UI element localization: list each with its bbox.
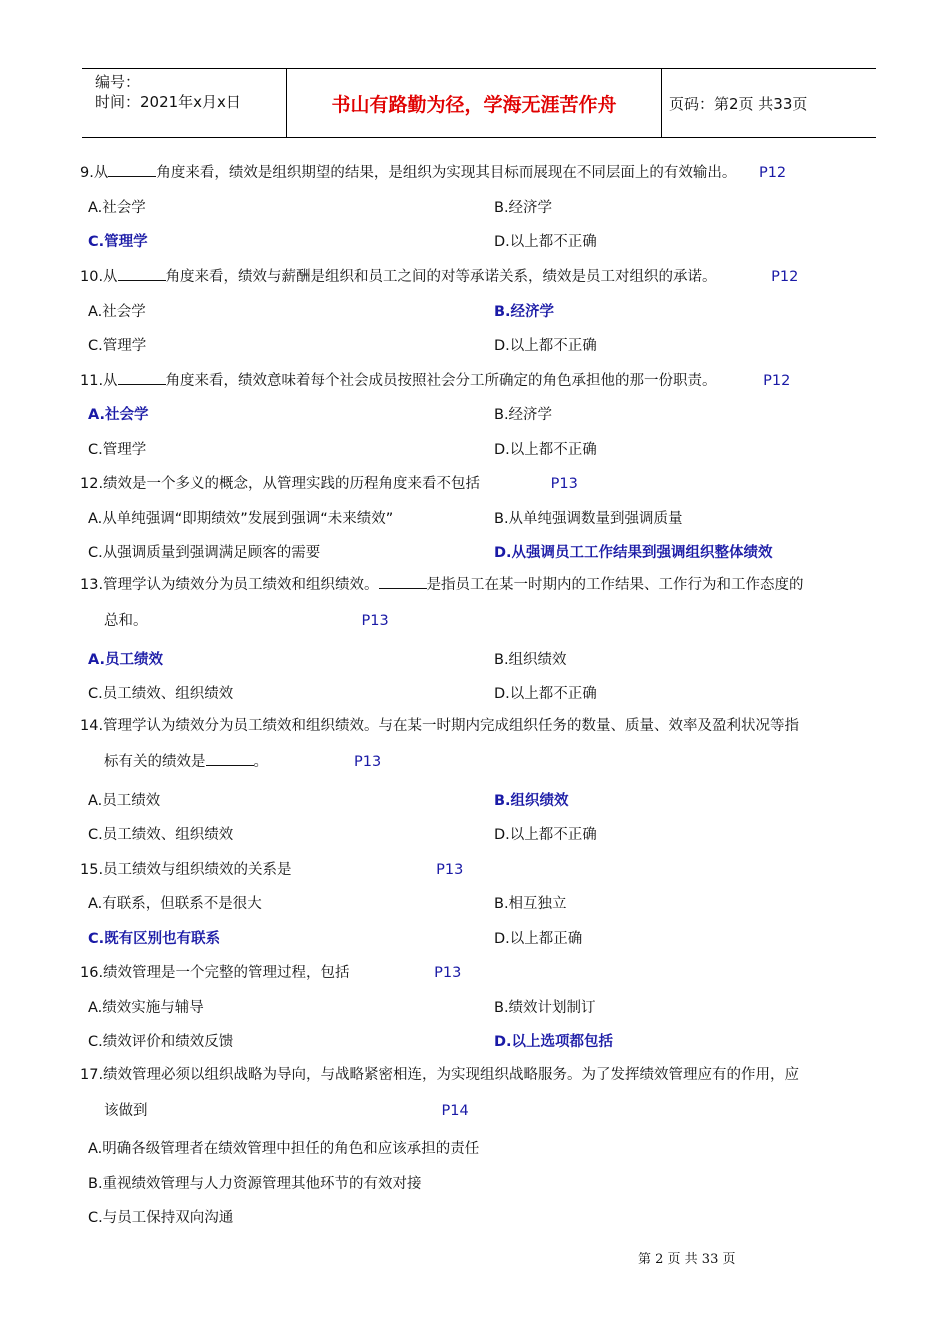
option-c: C.绩效评价和绩效反馈 xyxy=(88,1034,234,1050)
option-d: D.以上都不正确 xyxy=(494,686,597,702)
option-c-answer: C.管理学 xyxy=(88,234,148,250)
time-label: 时间：2021年x月x日 xyxy=(95,93,241,111)
option-d: D.以上都不正确 xyxy=(494,827,597,843)
option-a-answer: A.社会学 xyxy=(88,407,149,423)
question-stem: 9.从 xyxy=(80,165,109,181)
question-stem: 角度来看，绩效与薪酬是组织和员工之间的对等承诺关系，绩效是员工对组织的承诺。 xyxy=(165,269,717,285)
option-c: C.从强调质量到强调满足顾客的需要 xyxy=(88,545,321,561)
answer-blank xyxy=(118,372,166,385)
page-ref: P13 xyxy=(434,965,462,981)
option-d: D.以上都正确 xyxy=(494,931,583,947)
page-label: 页码：第2页 共33页 xyxy=(669,94,808,113)
question-stem: 该做到 xyxy=(104,1103,148,1119)
answer-blank xyxy=(379,576,427,589)
option-b: B.绩效计划制订 xyxy=(494,1000,596,1016)
option-c: C.与员工保持双向沟通 xyxy=(88,1210,234,1226)
motto: 书山有路勤为径，学海无涯苦作舟 xyxy=(286,69,662,137)
option-d-answer: D.从强调员工工作结果到强调组织整体绩效 xyxy=(494,545,773,561)
option-c: C.员工绩效、组织绩效 xyxy=(88,827,234,843)
question-stem: 标有关的绩效是 xyxy=(104,754,206,770)
option-d: D.以上都不正确 xyxy=(494,234,597,250)
question-11 xyxy=(80,369,790,390)
question-stem: 17.绩效管理必须以组织战略为导向，与战略紧密相连，为实现组织战略服务。为了发挥绩效管理应有的作用，应 xyxy=(80,1067,800,1083)
question-15 xyxy=(80,858,463,879)
question-stem: 12.绩效是一个多义的概念，从管理实践的历程角度来看不包括 xyxy=(80,476,481,492)
option-b-answer: B.经济学 xyxy=(494,304,555,320)
option-b: B.重视绩效管理与人力资源管理其他环节的有效对接 xyxy=(88,1176,422,1192)
option-c: C.管理学 xyxy=(88,442,147,458)
option-a: A.绩效实施与辅导 xyxy=(88,1000,204,1016)
option-b: B.相互独立 xyxy=(494,896,567,912)
question-stem: 是指员工在某一时期内的工作结果、工作行为和工作态度的 xyxy=(426,577,804,593)
option-d-answer: D.以上选项都包括 xyxy=(494,1034,614,1050)
question-stem: 16.绩效管理是一个完整的管理过程，包括 xyxy=(80,965,350,981)
question-10 xyxy=(80,265,798,286)
option-c: C.员工绩效、组织绩效 xyxy=(88,686,234,702)
option-c: C.管理学 xyxy=(88,338,147,354)
header-table xyxy=(82,68,876,138)
question-stem: 总和。 xyxy=(104,613,148,629)
option-d: D.以上都不正确 xyxy=(494,338,597,354)
option-a: A.有联系，但联系不是很大 xyxy=(88,896,262,912)
answer-blank xyxy=(206,753,254,766)
question-16 xyxy=(80,961,461,982)
question-stem: 。 xyxy=(253,754,268,770)
page-ref: P14 xyxy=(441,1103,469,1119)
option-a: A.社会学 xyxy=(88,304,146,320)
page-ref: P12 xyxy=(758,165,787,181)
question-stem: 15.员工绩效与组织绩效的关系是 xyxy=(80,862,292,878)
question-stem: 角度来看，绩效是组织期望的结果，是组织为实现其目标而展现在不同层面上的有效输出。 xyxy=(156,165,737,181)
question-17 xyxy=(80,1057,880,1129)
page-ref: P12 xyxy=(771,269,799,285)
question-stem: 11.从 xyxy=(80,373,118,389)
header-left-cell xyxy=(82,69,286,137)
option-b-answer: B.组织绩效 xyxy=(494,793,569,809)
page-ref: P13 xyxy=(550,476,578,492)
option-a: A.社会学 xyxy=(88,200,146,216)
option-a: A.从单纯强调“即期绩效”发展到强调“未来绩效” xyxy=(88,511,394,527)
question-stem: 14.管理学认为绩效分为员工绩效和组织绩效。与在某一时期内完成组织任务的数量、质量、效率及盈利状况等指 xyxy=(80,718,800,734)
option-a-answer: A.员工绩效 xyxy=(88,652,163,668)
page-ref: P12 xyxy=(763,373,791,389)
page-ref: P13 xyxy=(436,862,464,878)
option-b: B.从单纯强调数量到强调质量 xyxy=(494,511,683,527)
question-9 xyxy=(80,161,786,182)
option-a: A.员工绩效 xyxy=(88,793,161,809)
question-stem: 13.管理学认为绩效分为员工绩效和组织绩效。 xyxy=(80,577,379,593)
number-label: 编号： xyxy=(95,73,141,91)
option-b: B.组织绩效 xyxy=(494,652,567,668)
option-c-answer: C.既有区别也有联系 xyxy=(88,931,221,947)
page-footer: 第 2 页 共 33 页 xyxy=(638,1252,736,1267)
question-stem: 10.从 xyxy=(80,269,118,285)
option-b: B.经济学 xyxy=(494,407,553,423)
answer-blank xyxy=(118,268,166,281)
question-stem: 角度来看，绩效意味着每个社会成员按照社会分工所确定的角色承担他的那一份职责。 xyxy=(165,373,717,389)
option-a: A.明确各级管理者在绩效管理中担任的角色和应该承担的责任 xyxy=(88,1141,480,1157)
page-ref: P13 xyxy=(361,613,389,629)
option-b: B.经济学 xyxy=(494,200,553,216)
option-d: D.以上都不正确 xyxy=(494,442,597,458)
answer-blank xyxy=(108,164,156,177)
question-14 xyxy=(80,708,880,780)
page-ref: P13 xyxy=(354,754,382,770)
question-12 xyxy=(80,472,578,493)
question-13 xyxy=(80,567,880,639)
